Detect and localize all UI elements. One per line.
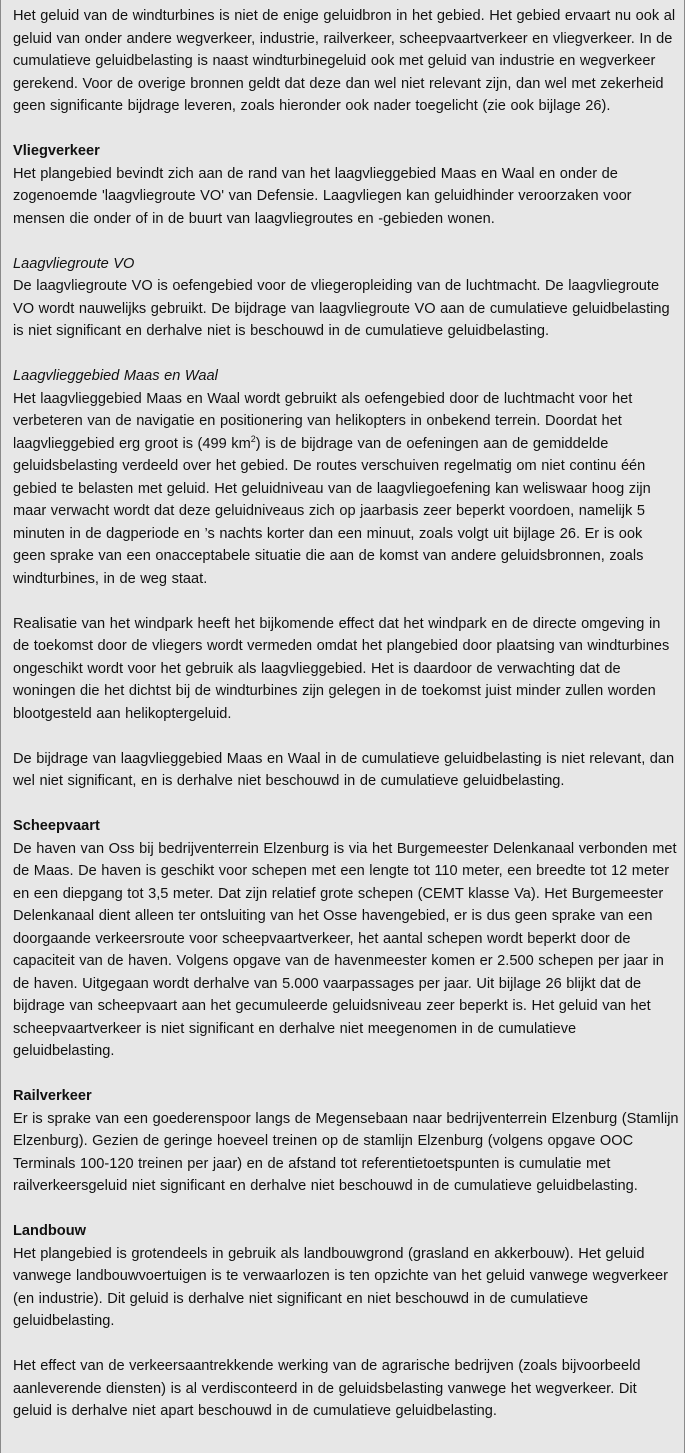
paragraph-agrarische-bedrijven: Het effect van de verkeersaantrekkende werking van de agrarische bedrijven (zoals bijvoorbeeld aanleverende diensten) is al verdisconteerd in de geluidsbelasting vanwege het wegverkeer. Dit geluid is derhalve niet apart beschouwd in de cumulatieve geluidbelasting. xyxy=(13,1358,641,1419)
heading-landbouw: Landbouw xyxy=(13,1223,86,1239)
paragraph-landbouw: Het plangebied is grotendeels in gebruik als landbouwgrond (grasland en akkerbouw). Het geluid vanwege landbouwvoertuigen is te verwaarlozen is ten opzichte van het geluid vanwege wegverkeer (en industrie). Dit geluid is derhalve niet significant en niet beschouwd in de cumulatieve geluidbelasting. xyxy=(13,1245,669,1329)
spacer xyxy=(13,725,679,748)
heading-railverkeer: Railverkeer xyxy=(13,1088,92,1104)
spacer xyxy=(13,118,679,141)
subheading-laagvlieggebied: Laagvlieggebied Maas en Waal xyxy=(13,368,218,384)
heading-scheepvaart: Scheepvaart xyxy=(13,818,100,834)
paragraph-scheepvaart: De haven van Oss bij bedrijventerrein Elzenburg is via het Burgemeester Delenkanaal verbonden met de Maas. De haven is geschikt voor schepen met een lengte tot 110 meter, een breedte tot 12 meter en een diepgang tot 3,5 meter. Dat zijn relatief grote schepen (CEMT klasse Va). Het Burgemeester Delenkanaal dient alleen ter ontsluiting van het Osse havengebied, er is dus geen sprake van een doorgaande verkeersroute voor scheepvaartverkeer, het aantal schepen wordt beperkt door de capaciteit van de haven. Volgens opgave van de havenmeester komen er 2.500 schepen per jaar in de haven. Uitgegaan wordt derhalve van 5.000 vaarpassages per jaar. Uit bijlage 26 blijkt dat de bijdrage van scheepvaart aan het gecumuleerde geluidsniveau zeer beperkt is. Het geluid van het scheepvaartverkeer is niet significant en derhalve niet meegenomen in de cumulatieve geluidbelasting. xyxy=(13,840,677,1059)
spacer xyxy=(13,343,679,366)
spacer xyxy=(13,230,679,253)
paragraph-laagvlieggebied xyxy=(13,388,679,591)
heading-vliegverkeer: Vliegverkeer xyxy=(13,143,100,159)
spacer xyxy=(13,1063,679,1086)
paragraph-laagvliegroute: De laagvliegroute VO is oefengebied voor de vliegeropleiding van de luchtmacht. De laagvliegroute VO wordt nauwelijks gebruikt. De bijdrage van laagvliegroute VO aan de cumulatieve geluidbelasting is niet significant en derhalve niet is beschouwd in de cumulatieve geluidbelasting. xyxy=(13,278,670,339)
paragraph-laagvlieggebied-part2: ) is de bijdrage van de oefeningen aan de gemiddelde geluidsbelasting verdeeld over het gebied. De routes verschuiven regelmatig om niet continu één gebied te belasten met geluid. Het geluidniveau van de laagvliegoefening kan weliswaar hoog zijn maar verwacht wordt dat deze geluidniveaus zich op jaarbasis zeer beperkt voordoen, namelijk 5 minuten in de dagperiode en ’s nachts korter dan een minuut, zoals volgt uit bijlage 26. Er is ook geen sprake van een onacceptabele situatie die aan de komst van andere geluidsbronnen, zoals windturbines, in de weg staat. xyxy=(13,435,651,587)
superscript-2: 2 xyxy=(250,433,256,444)
paragraph-laagvlieggebied-conclusion: De bijdrage van laagvlieggebied Maas en Waal in de cumulatieve geluidbelasting is niet relevant, dan wel niet significant, en is derhalve niet beschouwd in de cumulatieve geluidbelasting. xyxy=(13,750,675,789)
spacer xyxy=(13,793,679,816)
spacer xyxy=(13,590,679,613)
intro-paragraph: Het geluid van de windturbines is niet de enige geluidbron in het gebied. Het gebied ervaart nu ook al geluid van onder andere wegverkeer, industrie, railverkeer, scheepvaartverkeer en vliegverkeer. In de cumulatieve geluidbelasting is naast windturbinegeluid ook met geluid van industrie en wegverkeer gerekend. Voor de overige bronnen geldt dat deze dan wel niet relevant zijn, dan wel met zekerheid geen significante bijdrage leveren, zoals hieronder ook nader toegelicht (zie ook bijlage 26). xyxy=(13,8,676,114)
paragraph-railverkeer: Er is sprake van een goederenspoor langs de Megensebaan naar bedrijventerrein Elzenburg (Stamlijn Elzenburg). Gezien de geringe hoeveel treinen op de stamlijn Elzenburg (volgens opgave OOC Terminals 100-120 treinen per jaar) en de afstand tot referentietoetspunten is cumulatie met railverkeersgeluid niet significant en derhalve niet beschouwd in de cumulatieve geluidbelasting. xyxy=(13,1110,679,1194)
paragraph-vliegverkeer: Het plangebied bevindt zich aan de rand van het laagvlieggebied Maas en Waal en onder de zogenoemde 'laagvliegroute VO' van Defensie. Laagvliegen kan geluidhinder veroorzaken voor mensen die onder of in de buurt van laagvliegroutes en -gebieden wonen. xyxy=(13,165,632,227)
subheading-laagvliegroute: Laagvliegroute VO xyxy=(13,255,135,272)
document-body xyxy=(13,5,679,1423)
spacer xyxy=(13,1198,679,1221)
spacer xyxy=(13,1333,679,1356)
paragraph-windpark-effect: Realisatie van het windpark heeft het bijkomende effect dat het windpark en de directe omgeving in de toekomst door de vliegers wordt vermeden omdat het plangebied door plaatsing van windturbines ongeschikt wordt voor het gebruik als laagvlieggebied. Het is daardoor de verwachting dat de woningen die het dichtst bij de windturbines zijn gelegen in de toekomst juist minder zullen worden blootgesteld aan helikoptergeluid. xyxy=(13,615,670,722)
paragraph-laagvlieggebied-part1: Het laagvlieggebied Maas en Waal wordt gebruikt als oefengebied door de luchtmacht voor het verbeteren van de navigatie en positionering van helikopters in onbekend terrein. Doordat het laagvlieggebied erg groot is (499 km xyxy=(13,390,633,452)
